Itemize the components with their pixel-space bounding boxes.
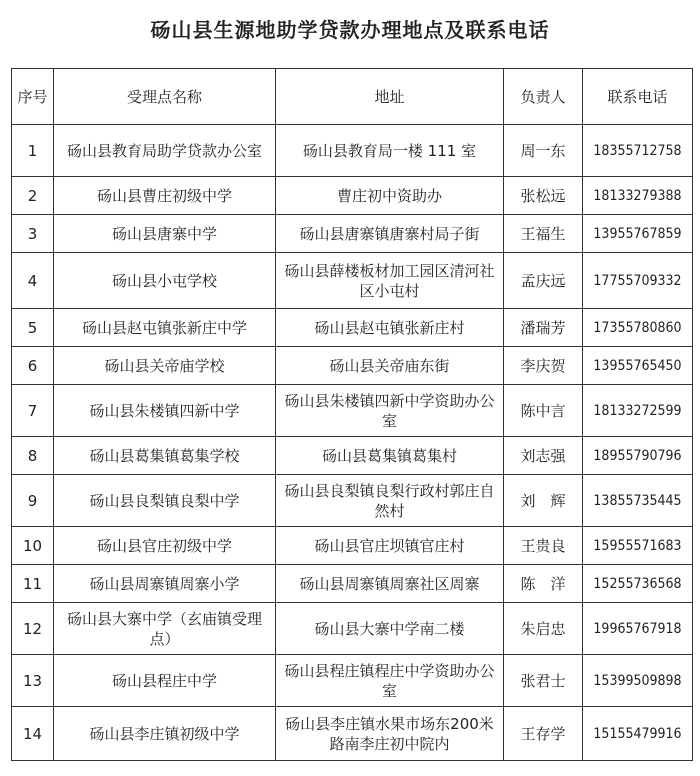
table-row <box>12 565 693 603</box>
cell-no: 13 <box>12 655 54 707</box>
cell-phone: 18955790796 <box>583 437 693 475</box>
cell-address: 砀山县关帝庙东街 <box>276 347 504 385</box>
cell-person: 刘 辉 <box>504 475 583 527</box>
table-row <box>12 603 693 655</box>
cell-address: 砀山县唐寨镇唐寨村局子街 <box>276 215 504 253</box>
cell-name: 砀山县唐寨中学 <box>54 215 276 253</box>
cell-name: 砀山县朱楼镇四新中学 <box>54 385 276 437</box>
cell-person: 潘瑞芳 <box>504 309 583 347</box>
cell-no: 7 <box>12 385 54 437</box>
cell-phone: 15255736568 <box>583 565 693 603</box>
table-row <box>12 347 693 385</box>
cell-person: 王贵良 <box>504 527 583 565</box>
cell-name: 砀山县曹庄初级中学 <box>54 177 276 215</box>
cell-name: 砀山县李庄镇初级中学 <box>54 707 276 761</box>
cell-address: 砀山县官庄坝镇官庄村 <box>276 527 504 565</box>
cell-address: 砀山县大寨中学南二楼 <box>276 603 504 655</box>
table-row <box>12 385 693 437</box>
cell-name: 砀山县关帝庙学校 <box>54 347 276 385</box>
cell-name: 砀山县程庄中学 <box>54 655 276 707</box>
cell-address: 曹庄初中资助办 <box>276 177 504 215</box>
header-row <box>12 69 693 125</box>
table-row <box>12 253 693 309</box>
cell-no: 14 <box>12 707 54 761</box>
cell-address: 砀山县教育局一楼 111 室 <box>276 125 504 177</box>
table-row <box>12 527 693 565</box>
cell-address: 砀山县朱楼镇四新中学资助办公室 <box>276 385 504 437</box>
cell-no: 6 <box>12 347 54 385</box>
cell-name: 砀山县周寨镇周寨小学 <box>54 565 276 603</box>
cell-no: 4 <box>12 253 54 309</box>
cell-no: 12 <box>12 603 54 655</box>
table-row <box>12 437 693 475</box>
table-row <box>12 215 693 253</box>
table-header <box>12 69 693 125</box>
cell-no: 1 <box>12 125 54 177</box>
cell-name: 砀山县葛集镇葛集学校 <box>54 437 276 475</box>
cell-person: 王存学 <box>504 707 583 761</box>
cell-address: 砀山县良梨镇良梨行政村郭庄自然村 <box>276 475 504 527</box>
cell-phone: 17755709332 <box>583 253 693 309</box>
cell-phone: 13955767859 <box>583 215 693 253</box>
cell-no: 10 <box>12 527 54 565</box>
cell-address: 砀山县葛集镇葛集村 <box>276 437 504 475</box>
cell-address: 砀山县薛楼板材加工园区清河社区小屯村 <box>276 253 504 309</box>
header-name: 受理点名称 <box>54 69 276 125</box>
cell-person: 李庆贺 <box>504 347 583 385</box>
cell-phone: 17355780860 <box>583 309 693 347</box>
cell-person: 陈中言 <box>504 385 583 437</box>
cell-person: 张君士 <box>504 655 583 707</box>
cell-person: 张松远 <box>504 177 583 215</box>
table-body <box>12 125 693 761</box>
cell-name: 砀山县大寨中学（玄庙镇受理点） <box>54 603 276 655</box>
cell-name: 砀山县教育局助学贷款办公室 <box>54 125 276 177</box>
cell-name: 砀山县官庄初级中学 <box>54 527 276 565</box>
header-no: 序号 <box>12 69 54 125</box>
header-address: 地址 <box>276 69 504 125</box>
cell-address: 砀山县李庄镇水果市场东200米路南李庄初中院内 <box>276 707 504 761</box>
cell-person: 刘志强 <box>504 437 583 475</box>
cell-person: 朱启忠 <box>504 603 583 655</box>
cell-no: 8 <box>12 437 54 475</box>
table-row <box>12 177 693 215</box>
cell-no: 3 <box>12 215 54 253</box>
cell-no: 9 <box>12 475 54 527</box>
cell-phone: 18355712758 <box>583 125 693 177</box>
table-row <box>12 655 693 707</box>
cell-address: 砀山县赵屯镇张新庄村 <box>276 309 504 347</box>
header-phone: 联系电话 <box>583 69 693 125</box>
table-row <box>12 475 693 527</box>
cell-person: 周一东 <box>504 125 583 177</box>
cell-person: 王福生 <box>504 215 583 253</box>
header-person: 负责人 <box>504 69 583 125</box>
cell-person: 陈 洋 <box>504 565 583 603</box>
cell-phone: 18133279388 <box>583 177 693 215</box>
cell-name: 砀山县小屯学校 <box>54 253 276 309</box>
cell-address: 砀山县周寨镇周寨社区周寨 <box>276 565 504 603</box>
cell-phone: 13855735445 <box>583 475 693 527</box>
cell-no: 5 <box>12 309 54 347</box>
cell-person: 孟庆远 <box>504 253 583 309</box>
cell-phone: 19965767918 <box>583 603 693 655</box>
cell-name: 砀山县赵屯镇张新庄中学 <box>54 309 276 347</box>
cell-phone: 13955765450 <box>583 347 693 385</box>
cell-phone: 18133272599 <box>583 385 693 437</box>
cell-no: 11 <box>12 565 54 603</box>
table-row <box>12 309 693 347</box>
cell-phone: 15399509898 <box>583 655 693 707</box>
page-title: 砀山县生源地助学贷款办理地点及联系电话 <box>150 18 550 42</box>
cell-address: 砀山县程庄镇程庄中学资助办公室 <box>276 655 504 707</box>
table-row <box>12 125 693 177</box>
cell-phone: 15955571683 <box>583 527 693 565</box>
cell-name: 砀山县良梨镇良梨中学 <box>54 475 276 527</box>
table-row <box>12 707 693 761</box>
contact-table <box>11 68 693 761</box>
cell-no: 2 <box>12 177 54 215</box>
cell-phone: 15155479916 <box>583 707 693 761</box>
